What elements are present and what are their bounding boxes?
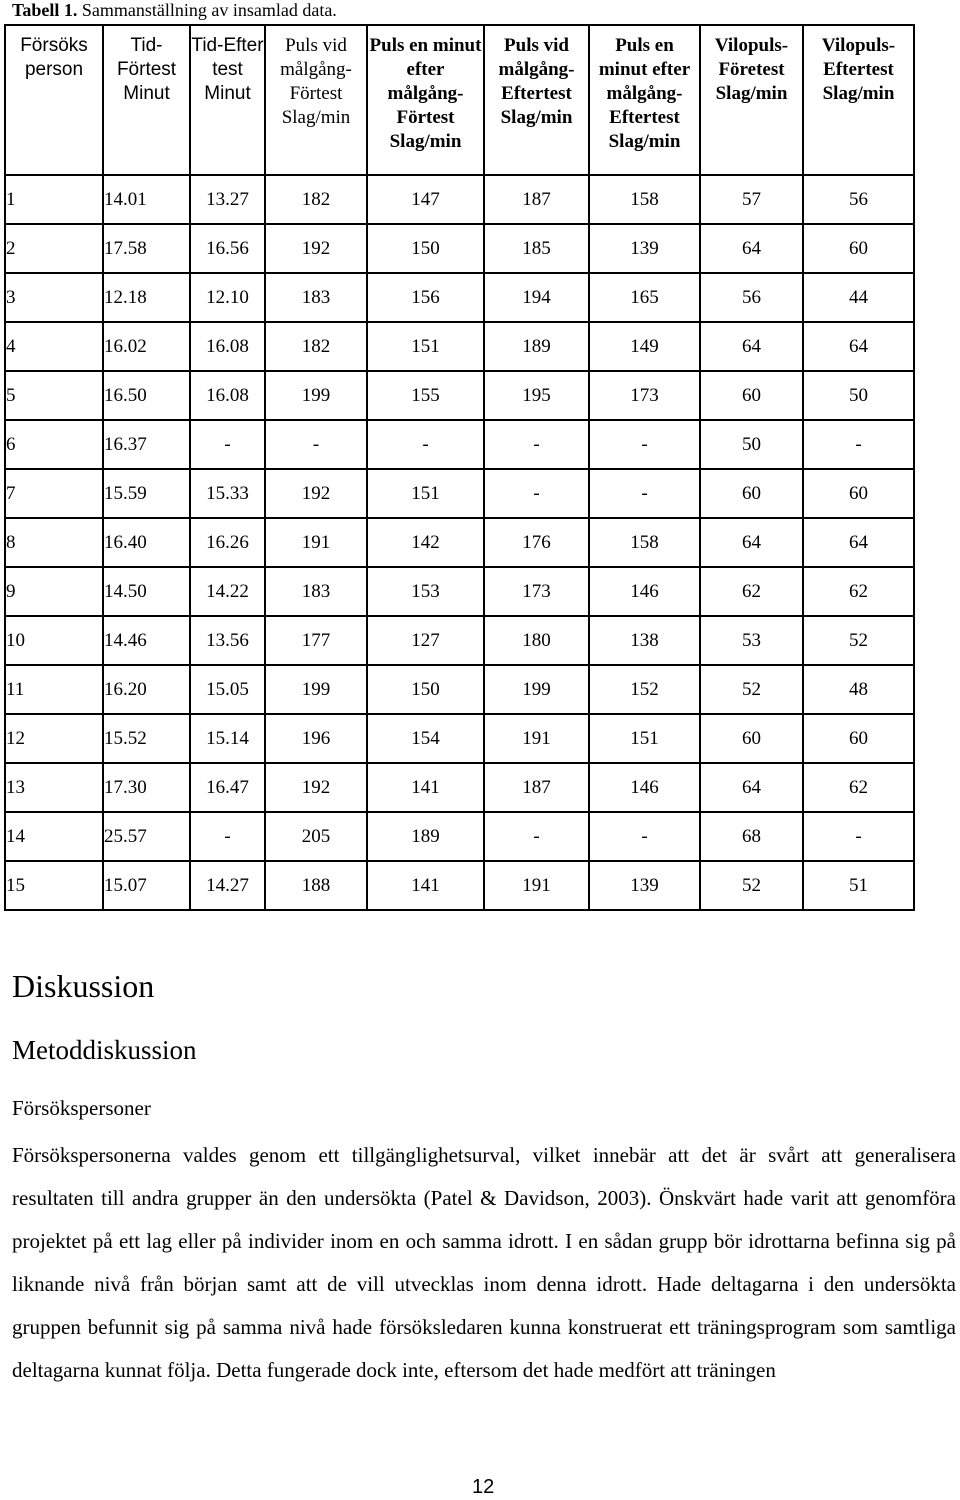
heading-forsokspersoner: Försökspersoner <box>12 1096 151 1120</box>
table-cell: 147 <box>367 175 484 224</box>
table-cell: 60 <box>803 469 914 518</box>
table-cell: 182 <box>265 175 367 224</box>
table-cell: 185 <box>484 224 589 273</box>
table-cell: 64 <box>700 518 803 567</box>
table-caption-text: Sammanställning av insamlad data. <box>81 0 337 20</box>
table-cell: 15.14 <box>190 714 265 763</box>
table-cell: 191 <box>265 518 367 567</box>
table-row <box>5 175 914 224</box>
table-cell: 15.05 <box>190 665 265 714</box>
table-cell: 14.27 <box>190 861 265 910</box>
table-row <box>5 469 914 518</box>
body-paragraph: Försökspersonerna valdes genom ett tillgänglighetsurval, vilket innebär att det är svårt att generalisera resultaten till andra grupper än den undersökta (Patel & Davidson, 2003). Önskvärt hade varit att genomföra projektet på ett lag eller på individer inom en och samma idrott. I en sådan grupp bör idrottarna befinna sig på liknande nivå från början samt att de vill utvecklas inom denna idrott. Hade deltagarna i den undersökta gruppen befunnit sig på samma nivå hade försöksledaren kunna konstruerat ett träningsprogram som samtliga deltagarna kunnat följa. Detta fungerade dock inte, eftersom det hade medfört att träningen <box>12 1143 956 1382</box>
table-cell: 14.22 <box>190 567 265 616</box>
table-cell: 16.26 <box>190 518 265 567</box>
person-number-cell: 8 <box>5 518 103 567</box>
table-cell: 139 <box>589 224 700 273</box>
person-number-cell: 14 <box>5 812 103 861</box>
header-cell: Tid-Efter test Minut <box>190 25 265 175</box>
table-cell: 199 <box>265 665 367 714</box>
table-cell: 60 <box>803 714 914 763</box>
table-cell: 15.59 <box>103 469 190 518</box>
person-number-cell: 10 <box>5 616 103 665</box>
table-row <box>5 371 914 420</box>
table-cell: 141 <box>367 763 484 812</box>
table-cell: 14.46 <box>103 616 190 665</box>
person-number-cell: 11 <box>5 665 103 714</box>
page-number: 12 <box>472 1476 495 1498</box>
table-cell: 165 <box>589 273 700 322</box>
table-row <box>5 861 914 910</box>
header-cell: Puls vid målgång-Förtest Slag/min <box>265 25 367 175</box>
table-cell: 64 <box>700 763 803 812</box>
person-number-cell: 2 <box>5 224 103 273</box>
table-cell: 56 <box>700 273 803 322</box>
table-cell: 154 <box>367 714 484 763</box>
table-cell: 192 <box>265 224 367 273</box>
table-cell: 14.50 <box>103 567 190 616</box>
table-row <box>5 665 914 714</box>
table-cell: 25.57 <box>103 812 190 861</box>
table-cell: 149 <box>589 322 700 371</box>
table-cell: 156 <box>367 273 484 322</box>
table-cell: 192 <box>265 763 367 812</box>
person-number-cell: 12 <box>5 714 103 763</box>
table-cell: 48 <box>803 665 914 714</box>
table-cell: 56 <box>803 175 914 224</box>
table-cell: - <box>484 812 589 861</box>
data-table <box>4 24 915 911</box>
table-cell: 64 <box>803 322 914 371</box>
table-cell: 146 <box>589 763 700 812</box>
table-cell: 68 <box>700 812 803 861</box>
table-cell: 187 <box>484 175 589 224</box>
table-cell: 16.50 <box>103 371 190 420</box>
table-cell: 64 <box>803 518 914 567</box>
table-cell: - <box>803 420 914 469</box>
table-cell: 62 <box>700 567 803 616</box>
table-cell: 138 <box>589 616 700 665</box>
table-cell: 173 <box>589 371 700 420</box>
table-cell: 64 <box>700 224 803 273</box>
table-cell: 146 <box>589 567 700 616</box>
table-cell: 158 <box>589 518 700 567</box>
table-cell: 152 <box>589 665 700 714</box>
header-cell: Puls en minut efter målgång-Förtest Slag/min <box>367 25 484 175</box>
table-cell: 142 <box>367 518 484 567</box>
table-cell: - <box>589 812 700 861</box>
person-number-cell: 13 <box>5 763 103 812</box>
table-row <box>5 224 914 273</box>
header-cell: Vilopuls-Eftertest Slag/min <box>803 25 914 175</box>
table-cell: 151 <box>367 469 484 518</box>
table-cell: - <box>190 812 265 861</box>
table-cell: 153 <box>367 567 484 616</box>
table-cell: 194 <box>484 273 589 322</box>
header-cell: Försöks person <box>5 25 103 175</box>
table-cell: - <box>367 420 484 469</box>
table-cell: 155 <box>367 371 484 420</box>
person-number-cell: 1 <box>5 175 103 224</box>
table-cell: 16.40 <box>103 518 190 567</box>
table-cell: 53 <box>700 616 803 665</box>
table-cell: - <box>484 420 589 469</box>
table-cell: 52 <box>803 616 914 665</box>
table-cell: 151 <box>367 322 484 371</box>
table-cell: 60 <box>700 469 803 518</box>
header-cell: Puls vid målgång-Eftertest Slag/min <box>484 25 589 175</box>
table-row <box>5 714 914 763</box>
table-cell: 60 <box>700 371 803 420</box>
table-cell: 52 <box>700 861 803 910</box>
table-cell: 151 <box>589 714 700 763</box>
table-row <box>5 322 914 371</box>
table-cell: 191 <box>484 714 589 763</box>
table-cell: 12.10 <box>190 273 265 322</box>
table-cell: 60 <box>700 714 803 763</box>
table-cell: 177 <box>265 616 367 665</box>
table-cell: 16.37 <box>103 420 190 469</box>
table-cell: 44 <box>803 273 914 322</box>
table-cell: 52 <box>700 665 803 714</box>
table-row <box>5 812 914 861</box>
table-cell: 15.33 <box>190 469 265 518</box>
table-caption-label: Tabell 1. <box>12 0 78 20</box>
person-number-cell: 3 <box>5 273 103 322</box>
table-cell: 158 <box>589 175 700 224</box>
person-number-cell: 4 <box>5 322 103 371</box>
table-cell: 187 <box>484 763 589 812</box>
table-cell: - <box>589 420 700 469</box>
table-header-row <box>5 25 914 175</box>
table-cell: 199 <box>265 371 367 420</box>
heading-metoddiskussion: Metoddiskussion <box>12 1035 197 1065</box>
table-cell: 12.18 <box>103 273 190 322</box>
table-cell: 192 <box>265 469 367 518</box>
table-cell: 150 <box>367 224 484 273</box>
table-cell: 16.08 <box>190 371 265 420</box>
table-cell: 141 <box>367 861 484 910</box>
table-cell: 127 <box>367 616 484 665</box>
table-row <box>5 616 914 665</box>
table-cell: 205 <box>265 812 367 861</box>
table-cell: - <box>484 469 589 518</box>
person-number-cell: 15 <box>5 861 103 910</box>
table-cell: 139 <box>589 861 700 910</box>
table-cell: - <box>190 420 265 469</box>
table-cell: 15.52 <box>103 714 190 763</box>
table-cell: 195 <box>484 371 589 420</box>
person-number-cell: 9 <box>5 567 103 616</box>
table-cell: 62 <box>803 763 914 812</box>
header-cell: Tid-Förtest Minut <box>103 25 190 175</box>
heading-diskussion: Diskussion <box>12 968 155 1004</box>
table-cell: 13.27 <box>190 175 265 224</box>
table-cell: - <box>589 469 700 518</box>
table-cell: 196 <box>265 714 367 763</box>
table-caption <box>12 0 337 22</box>
table-cell: 16.47 <box>190 763 265 812</box>
table-cell: 60 <box>803 224 914 273</box>
table-cell: 180 <box>484 616 589 665</box>
table-cell: 188 <box>265 861 367 910</box>
person-number-cell: 6 <box>5 420 103 469</box>
table-cell: 176 <box>484 518 589 567</box>
table-cell: - <box>803 812 914 861</box>
table-cell: 189 <box>367 812 484 861</box>
table-cell: 182 <box>265 322 367 371</box>
table-cell: 16.02 <box>103 322 190 371</box>
table-cell: 199 <box>484 665 589 714</box>
table-row <box>5 518 914 567</box>
table-row <box>5 420 914 469</box>
table-cell: 150 <box>367 665 484 714</box>
table-cell: 14.01 <box>103 175 190 224</box>
table-cell: 57 <box>700 175 803 224</box>
table-cell: 16.08 <box>190 322 265 371</box>
table-cell: 50 <box>803 371 914 420</box>
table-cell: 13.56 <box>190 616 265 665</box>
table-cell: 51 <box>803 861 914 910</box>
table-cell: 16.56 <box>190 224 265 273</box>
table-row <box>5 567 914 616</box>
person-number-cell: 5 <box>5 371 103 420</box>
table-cell: 17.30 <box>103 763 190 812</box>
table-cell: 62 <box>803 567 914 616</box>
table-row <box>5 763 914 812</box>
table-cell: 15.07 <box>103 861 190 910</box>
table-cell: 183 <box>265 567 367 616</box>
header-cell: Vilopuls-Företest Slag/min <box>700 25 803 175</box>
table-row <box>5 273 914 322</box>
table-cell: - <box>265 420 367 469</box>
table-cell: 191 <box>484 861 589 910</box>
table-cell: 17.58 <box>103 224 190 273</box>
table-cell: 183 <box>265 273 367 322</box>
table-cell: 64 <box>700 322 803 371</box>
table-cell: 50 <box>700 420 803 469</box>
table-cell: 16.20 <box>103 665 190 714</box>
table-cell: 173 <box>484 567 589 616</box>
person-number-cell: 7 <box>5 469 103 518</box>
table-cell: 189 <box>484 322 589 371</box>
header-cell: Puls en minut efter målgång-Eftertest Slag/min <box>589 25 700 175</box>
